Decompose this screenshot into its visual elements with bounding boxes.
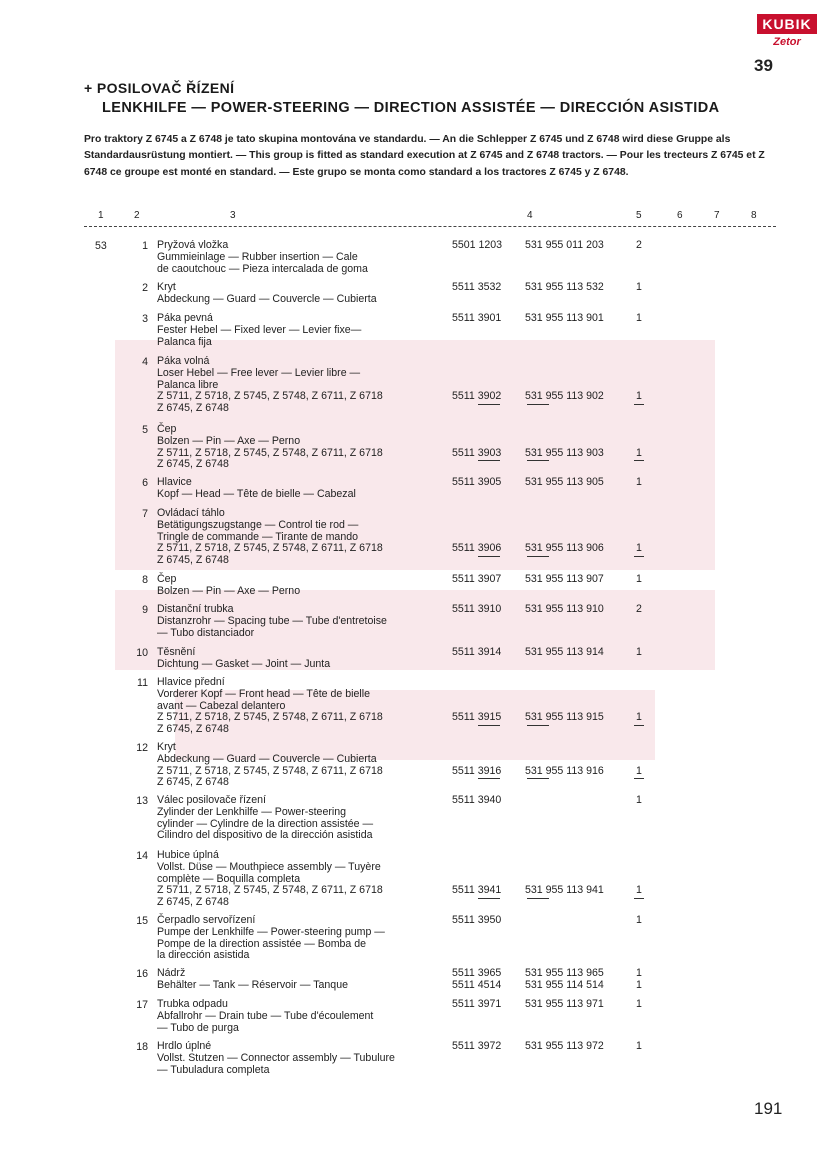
logo-brand: KUBIK: [757, 14, 817, 34]
variant-underline: [478, 460, 500, 461]
quantity: 1: [636, 998, 642, 1010]
description-line: Behälter — Tank — Réservoir — Tanque: [157, 978, 348, 991]
description-line: Vollst. Stutzen — Connector assembly — Tubulure: [157, 1051, 395, 1064]
description-line: Čep: [157, 573, 177, 585]
variant-underline: [634, 898, 644, 899]
catalog-code-column: [452, 477, 501, 489]
position-number: 16: [136, 968, 148, 980]
page-mark: 39: [754, 56, 773, 75]
description-line: Pryžová vložka: [157, 239, 229, 251]
position-number: 7: [142, 508, 148, 520]
description-line: Ovládací táhlo: [157, 507, 225, 519]
catalog-code-column: [452, 356, 501, 403]
description-line: — Tubuladura completa: [157, 1063, 270, 1076]
description-line: Z 6745, Z 6748: [157, 776, 229, 789]
part-number-column: [525, 999, 604, 1011]
catalog-code: [452, 508, 501, 520]
description-line: Palanca libre: [157, 378, 219, 391]
variant-underline: [527, 898, 549, 899]
quantity: [636, 689, 642, 701]
variant-underline: [527, 725, 549, 726]
catalog-code: [452, 424, 501, 436]
position-number: 5: [142, 424, 148, 436]
description-line: Z 6745, Z 6748: [157, 402, 229, 415]
variant-underline: [634, 404, 644, 405]
catalog-code: [452, 520, 501, 532]
description-line: Distanzrohr — Spacing tube — Tube d'entretoise: [157, 614, 387, 627]
position-number: 9: [142, 604, 148, 616]
description-line: Vorderer Kopf — Front head — Tête de bielle: [157, 687, 370, 700]
description-line: Z 6745, Z 6748: [157, 458, 229, 471]
description-line: cylinder — Cylindre de la direction assistée —: [157, 817, 374, 830]
description-line: Fester Hebel — Fixed lever — Levier fixe—: [157, 323, 362, 336]
part-number: [525, 850, 604, 862]
catalog-code: 5511 3950: [452, 914, 502, 926]
quantity-column: [636, 850, 642, 897]
column-header-5: 5: [636, 210, 642, 221]
column-header-7: 7: [714, 210, 720, 221]
description-line: Bolzen — Pin — Axe — Perno: [157, 584, 301, 597]
variant-underline: [634, 725, 644, 726]
part-description: [157, 282, 447, 306]
quantity-column: [636, 574, 642, 586]
quantity: 1: [636, 312, 642, 324]
part-description: [157, 604, 447, 639]
part-number-column: [525, 1041, 604, 1053]
catalog-code: [452, 677, 501, 689]
quantity: 1: [636, 573, 642, 585]
part-number: [525, 520, 604, 532]
description-line: Kryt: [157, 281, 176, 293]
intro-paragraph: Pro traktory Z 6745 a Z 6748 je tato skupina montována ve standardu. — An die Schlepper Z 6745 und Z 6748 wird diese Gruppe als Standardausrüstung montiert. — This group is fitted as standard execution at Z 6745 and Z 6748 tractors. — Pour les trecteurs Z 6745 et Z 6748 ce groupe est monté en standard. — Este grupo se monta como standard a los tractores Z 6745 y Z 6748.: [84, 134, 765, 178]
part-number-column: [525, 424, 604, 459]
description-line: Nádrž: [157, 967, 186, 979]
part-number: [525, 754, 604, 766]
part-description: [157, 999, 447, 1034]
part-number-column: [525, 508, 604, 555]
part-description: [157, 915, 447, 962]
catalog-code-column: [452, 915, 501, 927]
catalog-code-column: [452, 240, 502, 252]
part-description: [157, 968, 447, 992]
quantity-column: [636, 508, 642, 555]
quantity: [636, 862, 642, 874]
variant-underline: [478, 404, 500, 405]
description-line: Páka pevná: [157, 312, 213, 324]
description-line: Abdeckung — Guard — Couvercle — Cubierta: [157, 292, 377, 305]
part-number-column: [525, 313, 604, 325]
catalog-code: 5501 1203: [452, 239, 503, 251]
catalog-code: 5511 3916: [452, 764, 502, 777]
quantity: 1: [636, 978, 642, 991]
quantity-column: [636, 1041, 642, 1053]
part-description: [157, 240, 447, 275]
column-header-3: 3: [230, 210, 236, 221]
description-line: Loser Hebel — Free lever — Levier libre —: [157, 366, 361, 379]
catalog-code: 5511 3901: [452, 312, 502, 324]
part-description: [157, 477, 447, 501]
catalog-code: 5511 3965: [452, 967, 502, 979]
variant-underline: [478, 556, 500, 557]
catalog-code: [452, 862, 501, 874]
part-number: [525, 508, 604, 520]
variant-underline: [478, 725, 500, 726]
description-line: Abfallrohr — Drain tube — Tube d'écoulement: [157, 1009, 374, 1022]
quantity-column: [636, 999, 642, 1011]
quantity: [636, 754, 642, 766]
part-number-column: [525, 850, 604, 897]
catalog-code: 5511 3902: [452, 390, 502, 403]
part-number-column: [525, 574, 604, 586]
description-line: complète — Boquilla completa: [157, 872, 301, 885]
part-number: [525, 368, 604, 380]
catalog-code-column: [452, 968, 501, 992]
description-line: Trubka odpadu: [157, 998, 228, 1010]
quantity: 1: [636, 446, 642, 459]
quantity: 1: [636, 1040, 642, 1052]
part-number: 531 955 011 203: [525, 239, 604, 251]
part-number: [525, 356, 604, 368]
position-number: 17: [136, 999, 148, 1011]
catalog-code: 5511 3905: [452, 476, 502, 488]
page-heading: [84, 80, 719, 116]
description-line: Hubice úplná: [157, 849, 219, 861]
column-header-2: 2: [134, 210, 140, 221]
quantity-column: [636, 795, 642, 807]
catalog-code: [452, 850, 501, 862]
description-line: Cilindro del dispositivo de la dirección asistida: [157, 829, 373, 842]
part-description: [157, 1041, 447, 1076]
quantity: 2: [636, 239, 642, 251]
part-description: [157, 508, 447, 567]
part-description: [157, 795, 447, 842]
part-number: [525, 742, 604, 754]
description-line: Z 5711, Z 5718, Z 5745, Z 5748, Z 6711, Z 6718: [157, 446, 383, 459]
quantity: 1: [636, 711, 642, 724]
variant-underline: [634, 778, 644, 779]
part-description: [157, 424, 447, 471]
part-number: 531 955 113 941: [525, 884, 604, 897]
column-header-4: 4: [527, 210, 533, 221]
part-number-column: [525, 282, 604, 294]
quantity: 1: [636, 390, 642, 403]
position-number: 4: [142, 356, 148, 368]
part-number-column: [525, 356, 604, 403]
quantity: 1: [636, 967, 642, 979]
catalog-code: 5511 3906: [452, 542, 502, 555]
description-line: Z 5711, Z 5718, Z 5745, Z 5748, Z 6711, Z 6718: [157, 884, 383, 897]
column-header-8: 8: [751, 210, 757, 221]
part-number-column: [525, 604, 604, 616]
position-number: 3: [142, 313, 148, 325]
catalog-code: [452, 368, 501, 380]
position-number: 1: [142, 240, 148, 252]
description-line: Páka volná: [157, 355, 210, 367]
part-description: [157, 850, 447, 909]
part-number: 531 955 113 972: [525, 1040, 604, 1052]
part-description: [157, 647, 447, 671]
quantity-column: [636, 677, 642, 724]
quantity-column: [636, 915, 642, 927]
quantity: 1: [636, 542, 642, 555]
position-number: 8: [142, 574, 148, 586]
quantity: [636, 677, 642, 689]
quantity-column: [636, 356, 642, 403]
part-number-column: [525, 677, 604, 724]
part-number: 531 955 113 971: [525, 998, 604, 1010]
variant-underline: [527, 404, 549, 405]
catalog-code-column: [452, 647, 501, 659]
quantity: [636, 424, 642, 436]
catalog-code: [452, 436, 501, 448]
catalog-code-column: [452, 795, 501, 807]
description-line: Čep: [157, 423, 177, 435]
quantity: [636, 356, 642, 368]
position-number: 13: [136, 795, 148, 807]
catalog-code: 5511 3910: [452, 603, 502, 615]
catalog-code-column: [452, 313, 501, 325]
quantity: 2: [636, 603, 642, 615]
part-description: [157, 574, 447, 598]
description-line: Těsnění: [157, 646, 196, 658]
description-line: Z 6745, Z 6748: [157, 554, 229, 567]
description-line: Kryt: [157, 741, 176, 753]
quantity: 1: [636, 794, 642, 806]
variant-underline: [527, 778, 549, 779]
catalog-code: [452, 689, 501, 701]
description-line: Betätigungszugstange — Control tie rod —: [157, 518, 359, 531]
quantity: 1: [636, 914, 642, 926]
variant-underline: [478, 898, 500, 899]
part-number-column: [525, 240, 604, 252]
part-number: 531 955 113 907: [525, 573, 604, 585]
column-header-6: 6: [677, 210, 683, 221]
part-number: 531 955 114 514: [525, 978, 604, 991]
part-number-column: [525, 742, 604, 777]
description-line: de caoutchouc — Pieza intercalada de goma: [157, 262, 368, 275]
part-number: 531 955 113 916: [525, 764, 604, 777]
position-number: 15: [136, 915, 148, 927]
part-number: 531 955 113 902: [525, 390, 604, 403]
part-number: 531 955 113 914: [525, 646, 604, 658]
quantity-column: [636, 968, 642, 992]
variant-underline: [634, 556, 644, 557]
quantity: [636, 520, 642, 532]
quantity: [636, 368, 642, 380]
catalog-code-column: [452, 850, 501, 897]
catalog-code: [452, 754, 501, 766]
description-line: — Tubo distanciador: [157, 626, 255, 639]
catalog-code: 5511 3940: [452, 794, 502, 806]
quantity-column: [636, 424, 642, 459]
position-number: 14: [136, 850, 148, 862]
heading-translations: LENKHILFE — POWER-STEERING — DIRECTION ASSISTÉE — DIRECCIÓN ASISTIDA: [102, 100, 720, 116]
part-description: [157, 677, 447, 736]
catalog-code: 5511 3971: [452, 998, 502, 1010]
column-header-1: 1: [98, 210, 104, 221]
description-line: Hrdlo úplné: [157, 1040, 212, 1052]
position-number: 10: [136, 647, 148, 659]
quantity: 1: [636, 281, 642, 293]
catalog-code: 5511 3903: [452, 446, 502, 459]
description-line: la dirección asistida: [157, 949, 250, 962]
catalog-code-column: [452, 282, 501, 294]
quantity-column: [636, 477, 642, 489]
position-number: 11: [137, 677, 148, 689]
variant-underline: [527, 460, 549, 461]
quantity: 1: [636, 646, 642, 658]
heading-czech: + POSILOVAČ ŘÍZENÍ: [84, 80, 235, 96]
description-line: Abdeckung — Guard — Couvercle — Cubierta: [157, 752, 377, 765]
quantity-column: [636, 313, 642, 325]
description-line: Distanční trubka: [157, 603, 234, 615]
catalog-code: 5511 3914: [452, 646, 502, 658]
description-line: Zylinder der Lenkhilfe — Power-steering: [157, 805, 347, 818]
quantity-column: [636, 282, 642, 294]
catalog-code-column: [452, 1041, 501, 1053]
description-line: Z 5711, Z 5718, Z 5745, Z 5748, Z 6711, Z 6718: [157, 711, 383, 724]
catalog-code-column: [452, 677, 501, 724]
description-line: Bolzen — Pin — Axe — Perno: [157, 434, 301, 447]
part-number: [525, 436, 604, 448]
variant-underline: [527, 556, 549, 557]
description-line: — Tubo de purga: [157, 1021, 239, 1034]
catalog-code-column: [452, 999, 501, 1011]
catalog-code-column: [452, 424, 501, 459]
catalog-code: 5511 3532: [452, 281, 502, 293]
part-number-column: [525, 647, 604, 659]
part-number: 531 955 113 915: [525, 711, 604, 724]
quantity: 1: [636, 884, 642, 897]
position-number: 2: [142, 282, 148, 294]
description-line: Z 5711, Z 5718, Z 5745, Z 5748, Z 6711, Z 6718: [157, 542, 383, 555]
part-description: [157, 742, 447, 789]
description-line: Vollst. Düse — Mouthpiece assembly — Tuyère: [157, 860, 381, 873]
quantity: [636, 436, 642, 448]
description-line: Válec posilovače řízení: [157, 794, 266, 806]
part-number: 531 955 113 903: [525, 446, 604, 459]
catalog-code: 5511 3972: [452, 1040, 502, 1052]
description-line: Kopf — Head — Tête de bielle — Cabezal: [157, 487, 356, 500]
group-number: 53: [95, 240, 107, 252]
catalog-code: [452, 742, 501, 754]
quantity-column: [636, 742, 642, 777]
part-number: 531 955 113 532: [525, 281, 604, 293]
quantity-column: [636, 647, 642, 659]
description-line: Hlavice: [157, 476, 192, 488]
position-number: 18: [136, 1041, 148, 1053]
quantity: [636, 742, 642, 754]
part-number: 531 955 113 965: [525, 967, 604, 979]
variant-underline: [478, 778, 500, 779]
part-description: [157, 313, 447, 348]
part-number: 531 955 113 910: [525, 603, 604, 615]
part-number: [525, 677, 604, 689]
catalog-code-column: [452, 508, 501, 555]
description-line: Hlavice přední: [157, 676, 225, 688]
description-line: avant — Cabezal delantero: [157, 699, 286, 712]
description-line: Z 6745, Z 6748: [157, 896, 229, 909]
description-line: Z 6745, Z 6748: [157, 723, 229, 736]
part-number: 531 955 113 905: [525, 476, 604, 488]
quantity-column: [636, 604, 642, 616]
part-number-column: [525, 968, 604, 992]
quantity: [636, 850, 642, 862]
description-line: Z 5711, Z 5718, Z 5745, Z 5748, Z 6711, Z 6718: [157, 764, 383, 777]
position-number: 12: [136, 742, 148, 754]
quantity-column: [636, 240, 642, 252]
description-line: Z 5711, Z 5718, Z 5745, Z 5748, Z 6711, Z 6718: [157, 390, 383, 403]
quantity: [636, 508, 642, 520]
part-number: [525, 689, 604, 701]
description-line: Palanca fija: [157, 335, 212, 348]
page-number: 191: [754, 1099, 783, 1118]
quantity: 1: [636, 764, 642, 777]
quantity: 1: [636, 476, 642, 488]
part-number: [525, 424, 604, 436]
logo-sub: Zetor: [773, 36, 801, 48]
catalog-code: [452, 356, 501, 368]
catalog-code: 5511 3915: [452, 711, 502, 724]
header-rule: [84, 226, 776, 227]
catalog-code-column: [452, 574, 501, 586]
catalog-code: 5511 3907: [452, 573, 502, 585]
variant-underline: [634, 460, 644, 461]
part-number-column: [525, 477, 604, 489]
catalog-code-column: [452, 604, 501, 616]
description-line: Dichtung — Gasket — Joint — Junta: [157, 657, 331, 670]
description-line: Pompe de la direction assistée — Bomba de: [157, 937, 367, 950]
description-line: Gummieinlage — Rubber insertion — Cale: [157, 250, 358, 263]
part-description: [157, 356, 447, 415]
catalog-code-column: [452, 742, 501, 777]
description-line: Pumpe der Lenkhilfe — Power-steering pump —: [157, 925, 385, 938]
part-number: 531 955 113 901: [525, 312, 604, 324]
position-number: 6: [142, 477, 148, 489]
description-line: Čerpadlo servořízení: [157, 914, 256, 926]
catalog-code: 5511 3941: [452, 884, 502, 897]
part-number: [525, 862, 604, 874]
part-number: 531 955 113 906: [525, 542, 604, 555]
description-line: Tringle de commande — Tirante de mando: [157, 530, 358, 543]
catalog-code: 5511 4514: [452, 978, 502, 991]
